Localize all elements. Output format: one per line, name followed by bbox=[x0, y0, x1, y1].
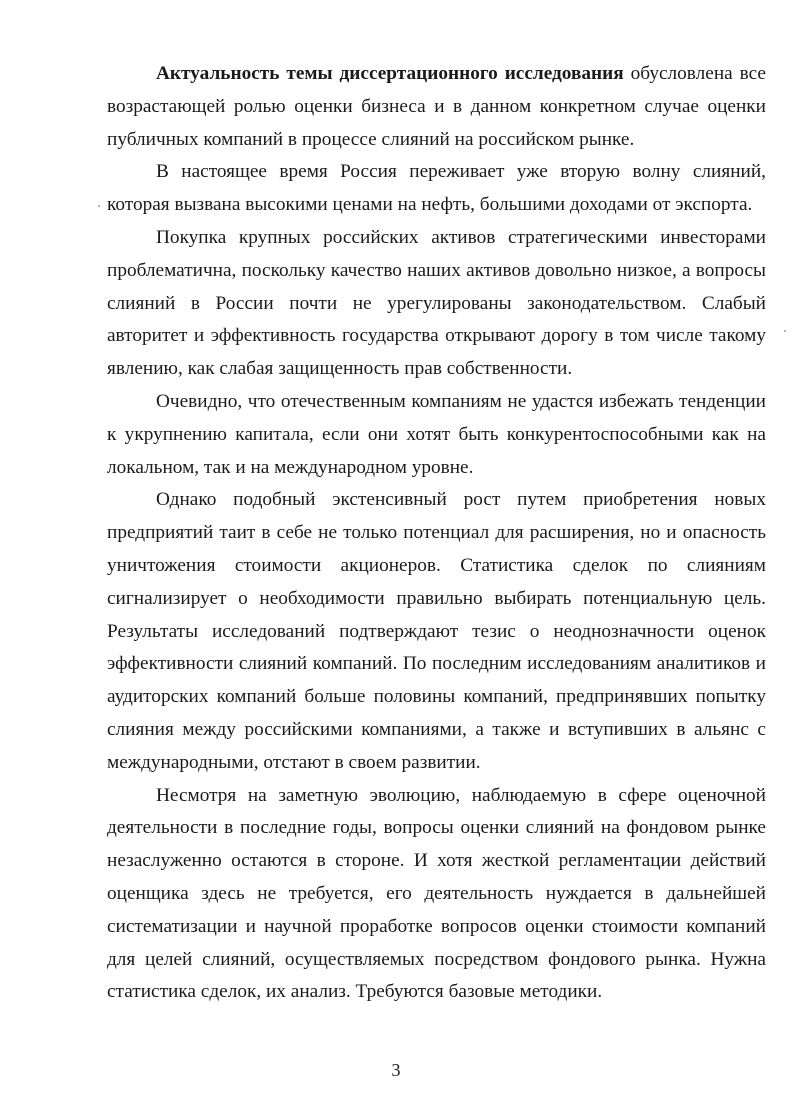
paragraph-valuation-evolution: Несмотря на заметную эволюцию, наблюдаемую в сфере оценочной деятельности в последние годы, вопросы оценки слияний на фондовом рынке незаслуженно остаются в стороне. И хотя жесткой регламентации действий оценщика здесь не требуется, его деятельность нуждается в дальнейшей систематизации и научной проработке вопросов оценки стоимости компаний для целей слияний, осуществляемых посредством фондового рынка. Нужна статистика сделок, их анализ. Требуются базовые методики. bbox=[107, 784, 766, 1003]
paragraph-relevance bbox=[107, 58, 766, 156]
scan-speck bbox=[98, 205, 100, 207]
body-text bbox=[107, 58, 766, 1009]
paragraph-text: обусловлена все возрастающей ролью оценки бизнеса и в данном конкретном случае оценки публичных компаний в процессе слияний на российском рынке. bbox=[107, 63, 766, 150]
paragraph-extensive-growth: Однако подобный экстенсивный рост путем приобретения новых предприятий таит в себе не только потенциал для расширения, но и опасность уничтожения стоимости акционеров. Статистика сделок по слияниям сигнализирует о необходимости правильно выбирать потенциальную цель. Результаты исследований подтверждают тезис о неоднозначности оценок эффективности слияний компаний. По последним исследованиям аналитиков и аудиторских компаний больше половины компаний, предпринявших попытку слияния между российскими компаниями, а также и вступивших в альянс с международными, отстают в своем развитии. bbox=[107, 489, 766, 773]
page-number: 3 bbox=[391, 1060, 401, 1080]
paragraph-merger-wave: В настоящее время Россия переживает уже вторую волну слияний, которая вызвана высокими ценами на нефть, большими доходами от экспорта. bbox=[107, 161, 766, 216]
relevance-heading: Актуальность темы диссертационного исследования bbox=[156, 63, 624, 84]
paragraph-asset-purchase: Покупка крупных российских активов стратегическими инвесторами проблематична, поскольку качество наших активов довольно низкое, а вопросы слияний в России почти не урегулированы законодательством. Слабый авторитет и эффективность государства открывают дорогу в том числе такому явлению, как слабая защищенность прав собственности. bbox=[107, 226, 766, 380]
paragraph-consolidation: Очевидно, что отечественным компаниям не удастся избежать тенденции к укрупнению капитала, если они хотят быть конкурентоспособными как на локальном, так и на международном уровне. bbox=[107, 390, 766, 478]
scan-speck bbox=[784, 330, 786, 332]
